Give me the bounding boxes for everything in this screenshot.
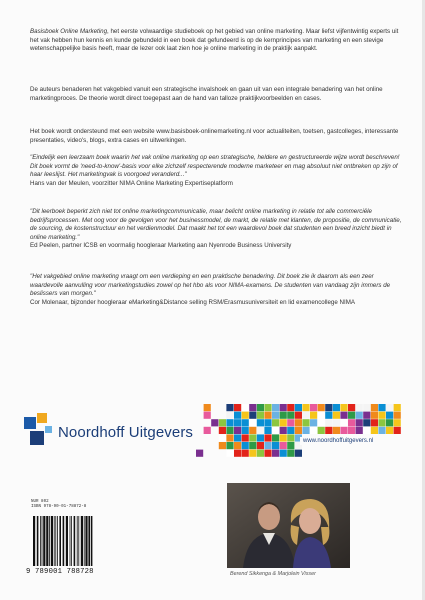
barcode-digits: 9 789001 788728 <box>26 568 94 576</box>
isbn-number: ISBN 978-90-01-78872-8 <box>31 505 87 510</box>
nur-code: NUR 802 <box>31 500 49 504</box>
author-photo-illustration <box>227 483 350 568</box>
quote-2-text: "Dit leerboek beperkt zich niet tot online marketingcommunicatie, maar belicht online marketing in relatie tot alle commerciële bedrijfsprocessen. Met oog voor de gevolgen voor het businessmodel, de markt, de relatie met klanten, de propositie, de communicatie, de sourcing, de kostenstructuur en het verdienmodel. Dat maakt het tot een waardevol boek dat studenten een breed inzicht biedt in online marketing." <box>30 208 402 241</box>
quote-1 <box>30 154 402 188</box>
quote-1-text: "Eindelijk een leerzaam boek waarin het vak online marketing op een strategische, heldere en gestructureerde wijze wordt beschreven! Dit boek vormt de 'need-to-know'-basis voor elke zichzelf respecterende moderne marketeer en mag absoluut niet ontbreken op zijn of haar leeslijst. Het marketingvak is voorgoed veranderd..." <box>30 154 400 179</box>
quote-1-author: Hans van der Meulen, voorzitter NIMA Online Marketing Expertiseplatform <box>30 179 233 187</box>
isbn-meta <box>31 500 86 510</box>
barcode-image <box>31 516 95 566</box>
quote-2-author: Ed Peelen, partner ICSB en voormalig hoogleraar Marketing aan Nyenrode Business University <box>30 242 292 250</box>
intro-paragraph-3: Het boek wordt ondersteund met een website www.basisboek-onlinemarketing.nl voor actualiteiten, toetsen, gastcolleges, interessante presentaties, video's, blogs, extra cases en uitwerkingen. <box>30 128 399 144</box>
quote-2 <box>30 208 402 251</box>
author-photo <box>227 483 350 568</box>
photo-caption: Berend Sikkenga & Marjolein Visser <box>230 571 316 577</box>
book-title-inline: Basisboek Online Marketing <box>30 28 108 35</box>
intro-paragraph-2: De auteurs benaderen het vakgebied vanuit een strategische invalshoek en gaan uit van een integrale benadering van het online marketingproces. De theorie wordt direct toegepast aan de hand van talloze praktijkvoorbeelden en cases. <box>30 86 383 102</box>
publisher-name: Noordhoff Uitgevers <box>58 424 194 441</box>
intro-paragraph-1-text: , het eerste volwaardige studieboek op het gebied van online marketing. Maar liefst vijfentwintig experts uit het vak hebben hun kennis en kunde gebundeld in een boek dat gefundeerd is op de kernprincipes van marketing en een stevige wetenschappelijke basis heeft, maar de lezer ook laat zien hoe je online marketing in de praktijk aanpakt. <box>30 28 399 53</box>
publisher-logo-icon <box>24 413 52 449</box>
intro-paragraph-1 <box>30 28 402 54</box>
color-mosaic-decoration <box>196 404 401 458</box>
quote-3 <box>30 273 402 307</box>
quote-3-text: "Het vakgebied online marketing vraagt om een verdieping en een praktische benadering. Dit boek zie ik daarom als een zeer waardevolle aanvulling voor marketingstudies zowel op het hbo als voor NIMA-examens. De studenten van vandaag zijn immers de beslissers van morgen." <box>30 273 391 298</box>
quote-3-author: Cor Molenaar, bijzonder hoogleraar eMarketing&Distance selling RSM/Erasmusuniversiteit en lid examencollege NIMA <box>30 298 355 306</box>
publisher-url: www.noordhoffuitgevers.nl <box>300 437 376 445</box>
